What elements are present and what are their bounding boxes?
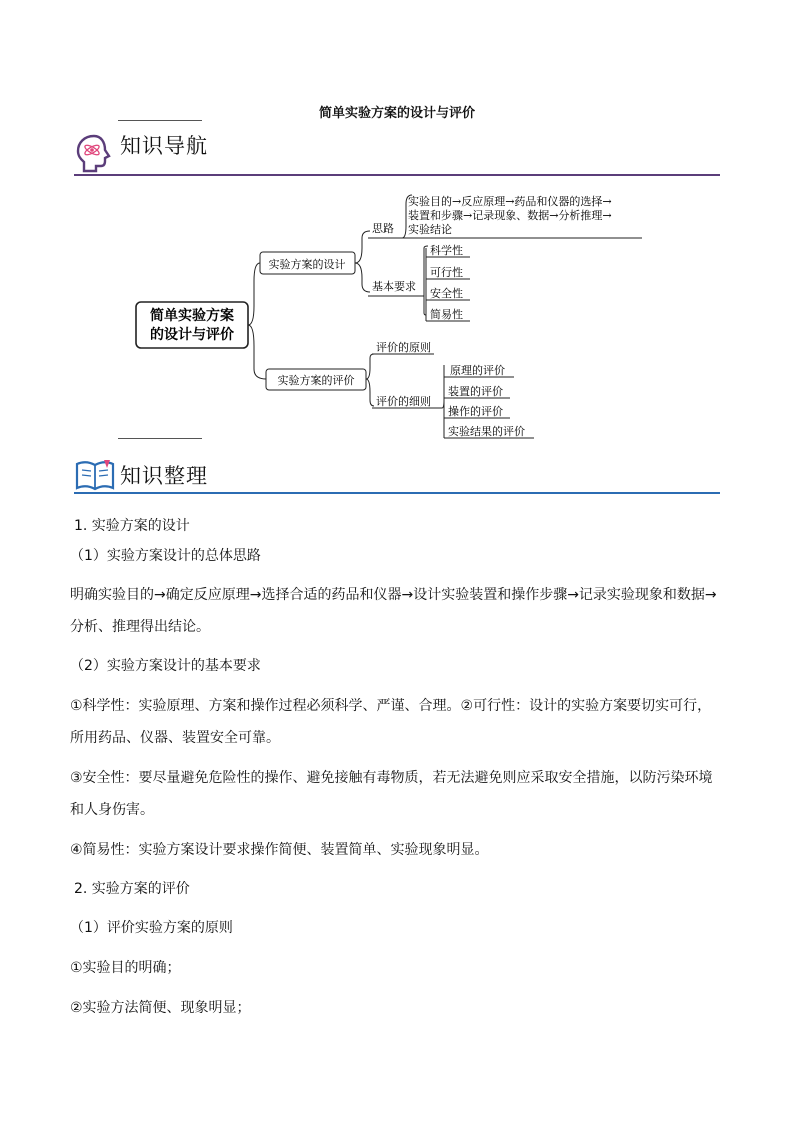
section-rule-review	[74, 492, 720, 494]
paragraph-principle-1: ①实验目的明确；	[70, 960, 181, 976]
subheading-overall-idea: （1）实验方案设计的总体思路	[70, 548, 261, 564]
paragraph-scientific-feasible-1: ①科学性：实验原理、方案和操作过程必须科学、严谨、合理。②可行性：设计的实验方案要切实可行，	[70, 698, 712, 714]
mind-map	[130, 186, 644, 440]
mindmap-detail-label: 评价的细则	[376, 395, 431, 408]
paragraph-overall-idea-2: 分析、推理得出结论。	[70, 619, 210, 635]
header-top-line	[118, 438, 202, 439]
mindmap-evaluation-label: 实验方案的评价	[277, 374, 355, 387]
paragraph-overall-idea-1: 明确实验目的→确定反应原理→选择合适的药品和仪器→设计实验装置和操作步骤→记录实验现象和数据→	[70, 587, 717, 603]
mindmap-principle-label: 评价的原则	[376, 341, 431, 354]
section-header-nav	[74, 120, 720, 176]
paragraph-safety-2: 和人身伤害。	[70, 802, 154, 818]
paragraph-safety-1: ③安全性：要尽量避免危险性的操作、避免接触有毒物质，若无法避免则应采取安全措施，以防污染环境	[70, 770, 713, 786]
section-title-nav: 知识导航	[120, 134, 208, 158]
paragraph-principle-2: ②实验方法简便、现象明显；	[70, 1000, 251, 1016]
mindmap-detail-4: 实验结果的评价	[448, 425, 525, 438]
mindmap-root-line2: 的设计与评价	[150, 327, 234, 343]
section-header-review	[74, 438, 720, 494]
mindmap-req-label: 基本要求	[372, 280, 416, 293]
mindmap-req-1: 科学性	[430, 244, 463, 257]
heading-evaluation: 2. 实验方案的评价	[74, 881, 190, 897]
mindmap-idea-line3: 实验结论	[408, 223, 452, 236]
mindmap-idea-label: 思路	[372, 222, 394, 235]
paragraph-simplicity: ④简易性：实验方案设计要求操作简便、装置简单、实验现象明显。	[70, 842, 489, 858]
mindmap-detail-2: 装置的评价	[448, 385, 503, 398]
brain-atom-icon	[74, 132, 114, 174]
header-top-line	[118, 120, 202, 121]
mindmap-req-4: 简易性	[430, 308, 463, 321]
section-title-review: 知识整理	[120, 464, 208, 488]
mindmap-idea-line1: 实验目的→反应原理→药品和仪器的选择→	[408, 195, 612, 208]
mindmap-idea-line2: 装置和步骤→记录现象、数据→分析推理→	[408, 209, 612, 222]
mindmap-detail-1: 原理的评价	[450, 364, 505, 377]
mindmap-req-3: 安全性	[430, 287, 463, 300]
heading-design: 1. 实验方案的设计	[74, 518, 190, 534]
open-book-icon	[74, 458, 116, 492]
mindmap-design-label: 实验方案的设计	[268, 258, 346, 271]
document-title: 简单实验方案的设计与评价	[318, 106, 475, 121]
mindmap-req-2: 可行性	[430, 266, 463, 279]
mindmap-detail-3: 操作的评价	[448, 405, 503, 418]
mindmap-root-line1: 简单实验方案	[150, 308, 234, 324]
subheading-evaluation-principles: （1）评价实验方案的原则	[70, 920, 233, 936]
section-rule-nav	[74, 174, 720, 176]
subheading-requirements: （2）实验方案设计的基本要求	[70, 658, 261, 674]
paragraph-scientific-feasible-2: 所用药品、仪器、装置安全可靠。	[70, 730, 280, 746]
